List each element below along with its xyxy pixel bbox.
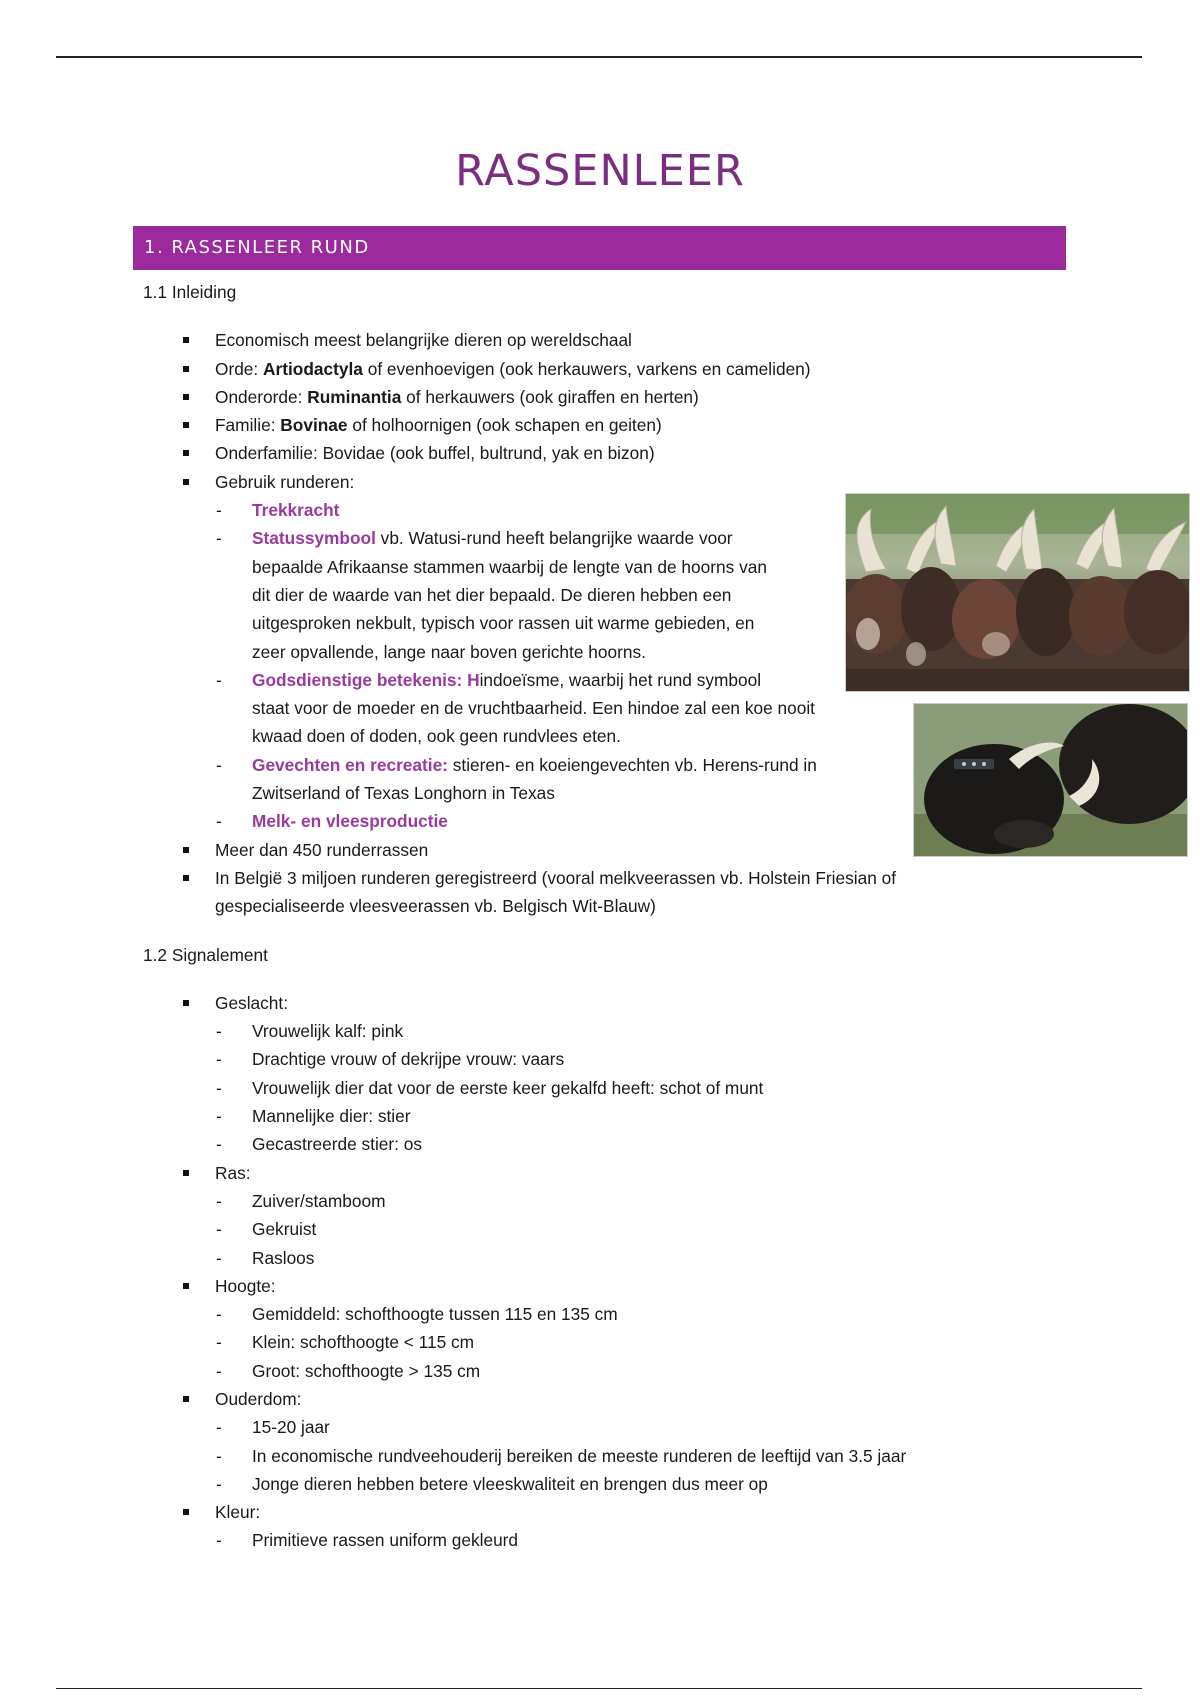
sublist-item: - Drachtige vrouw of dekrijpe vrouw: vaars <box>216 1049 565 1070</box>
list-item: Orde: Artiodactyla of evenhoevigen (ook herkauwers, varkens en cameliden) <box>143 355 1003 383</box>
list-item: Onderorde: Ruminantia of herkauwers (ook giraffen en herten) <box>143 383 1003 411</box>
list-item: In België 3 miljoen runderen geregistreerd (vooral melkveerassen vb. Holstein Friesian of gespecialiseerde vleesveerassen vb. Belgisch Wit-Blauw) <box>143 864 1003 921</box>
square-bullet-icon <box>183 1509 189 1515</box>
bull-fight-illustration <box>914 704 1187 856</box>
square-bullet-icon <box>183 450 189 456</box>
bull-fight-photo <box>913 703 1188 857</box>
sublist-item: - Mannelijke dier: stier <box>216 1106 411 1127</box>
document-body <box>143 278 1003 1555</box>
age-sublist <box>215 1413 1003 1498</box>
subsection-heading-signalement: 1.2 Signalement <box>143 944 268 965</box>
sublist-item: - Godsdienstige betekenis: Hindoeïsme, waarbij het rund symbool staat voor de moeder en de vruchtbaarheid. Een hindoe zal een koe nooit kwaad doen of doden, ook geen rundvlees eten. <box>216 669 815 747</box>
sex-sublist <box>215 1017 1003 1158</box>
list-item: Meer dan 450 runderrassen <box>143 836 1003 864</box>
sublist-item: - Gecastreerde stier: os <box>216 1134 423 1155</box>
watusi-herd-photo <box>845 493 1190 692</box>
page-title: RASSENLEER <box>455 146 745 196</box>
subsection-heading-inleiding: 1.1 Inleiding <box>143 282 237 302</box>
sublist-item: - Gemiddeld: schofthoogte tussen 115 en 135 cm <box>216 1304 618 1325</box>
sublist-item: - Vrouwelijk kalf: pink <box>216 1021 404 1042</box>
sublist-item: - Zuiver/stamboom <box>216 1190 386 1211</box>
section-heading-bar: 1. RASSENLEER RUND <box>133 226 1066 270</box>
sublist-item: - Melk- en vleesproductie <box>216 811 448 832</box>
sublist-item: - 15-20 jaar <box>216 1417 330 1438</box>
list-item: Hoogte: - Gemiddeld: schofthoogte tussen 115 en 135 cm - Klein: schofthoogte < 115 cm - Groot: schofthoogte > 135 cm <box>143 1272 1003 1385</box>
height-sublist <box>215 1300 1003 1385</box>
sublist-item: - Trekkracht <box>216 500 340 521</box>
sublist-item: - Rasloos <box>216 1247 315 1268</box>
list-item: Geslacht: - Vrouwelijk kalf: pink - Drachtige vrouw of dekrijpe vrouw: vaars - Vrouwelijk dier dat voor de eerste keer gekalfd heeft: schot of munt - Mannelijke dier: stier - Gecastreerde stier: os <box>143 989 1003 1159</box>
sublist-item: - Vrouwelijk dier dat voor de eerste keer gekalfd heeft: schot of munt <box>216 1077 764 1098</box>
list-item: Familie: Bovinae of holhoornigen (ook schapen en geiten) <box>143 411 1003 439</box>
breed-sublist <box>215 1187 1003 1272</box>
sublist-item: - In economische rundveehouderij bereiken de meeste runderen de leeftijd van 3.5 jaar <box>216 1445 907 1466</box>
list-item: Economisch meest belangrijke dieren op wereldschaal <box>143 326 1003 354</box>
signalement-list <box>143 989 1003 1555</box>
square-bullet-icon <box>183 337 189 343</box>
square-bullet-icon <box>183 847 189 853</box>
sublist-item: - Primitieve rassen uniform gekleurd <box>216 1530 519 1551</box>
square-bullet-icon <box>183 366 189 372</box>
watusi-herd-illustration <box>846 494 1189 691</box>
square-bullet-icon <box>183 875 189 881</box>
top-rule <box>56 56 1142 58</box>
square-bullet-icon <box>183 422 189 428</box>
square-bullet-icon <box>183 1170 189 1176</box>
list-item: Ras: - Zuiver/stamboom - Gekruist - Rasloos <box>143 1159 1003 1272</box>
square-bullet-icon <box>183 1000 189 1006</box>
sublist-item: - Jonge dieren hebben betere vleeskwaliteit en brengen dus meer op <box>216 1473 768 1494</box>
list-item: Onderfamilie: Bovidae (ook buffel, bultrund, yak en bizon) <box>143 439 1003 467</box>
sublist-item: - Statussymbool vb. Watusi-rund heeft belangrijke waarde voor bepaalde Afrikaanse stammen waarbij de lengte van de hoorns van dit dier de waarde van het dier bepaald. De dieren hebben een uitgesproken nekbult, typisch voor rassen uit warme gebieden, en zeer opvallende, lange naar boven gerichte hoorns. <box>216 528 767 662</box>
square-bullet-icon <box>183 394 189 400</box>
color-sublist <box>215 1526 1003 1554</box>
bottom-rule <box>56 1688 1142 1689</box>
square-bullet-icon <box>183 479 189 485</box>
list-item: Kleur: - Primitieve rassen uniform gekleurd <box>143 1498 1003 1555</box>
sublist-item: - Gevechten en recreatie: stieren- en koeiengevechten vb. Herens-rund in Zwitserland of Texas Longhorn in Texas <box>216 754 817 804</box>
square-bullet-icon <box>183 1396 189 1402</box>
list-item: Ouderdom: - 15-20 jaar - In economische rundveehouderij bereiken de meeste runderen de leeftijd van 3.5 jaar - Jonge dieren hebben betere vleeskwaliteit en brengen dus meer op <box>143 1385 1003 1498</box>
sublist-item: - Groot: schofthoogte > 135 cm <box>216 1360 481 1381</box>
sublist-item: - Gekruist <box>216 1219 317 1240</box>
list-item: Gebruik runderen: - Trekkracht - Statussymbool vb. Watusi-rund heeft belangrijke waarde voor bepaalde Afrikaanse stammen waarbij de lengte van de hoorns van dit dier de waarde van het dier bepaald. De dieren hebben een uitgesproken nekbult, typisch voor rassen uit warme gebieden, en zeer opvallende, lange naar boven gerichte hoorns. - Godsdienstige betekenis: Hindoeïsme, waarbij het rund symbool staat voor de moeder en de vruchtbaarheid. Een hindoe zal een koe nooit kwaad doen of doden, ook geen rundvlees eten. - Gevechten en recreatie: stieren- en koeiengevechten vb. Herens-rund in Zwitserland of Texas Longhorn in Texas - Melk- en vleesproductie <box>143 468 1003 836</box>
square-bullet-icon <box>183 1283 189 1289</box>
sublist-item: - Klein: schofthoogte < 115 cm <box>216 1332 475 1353</box>
